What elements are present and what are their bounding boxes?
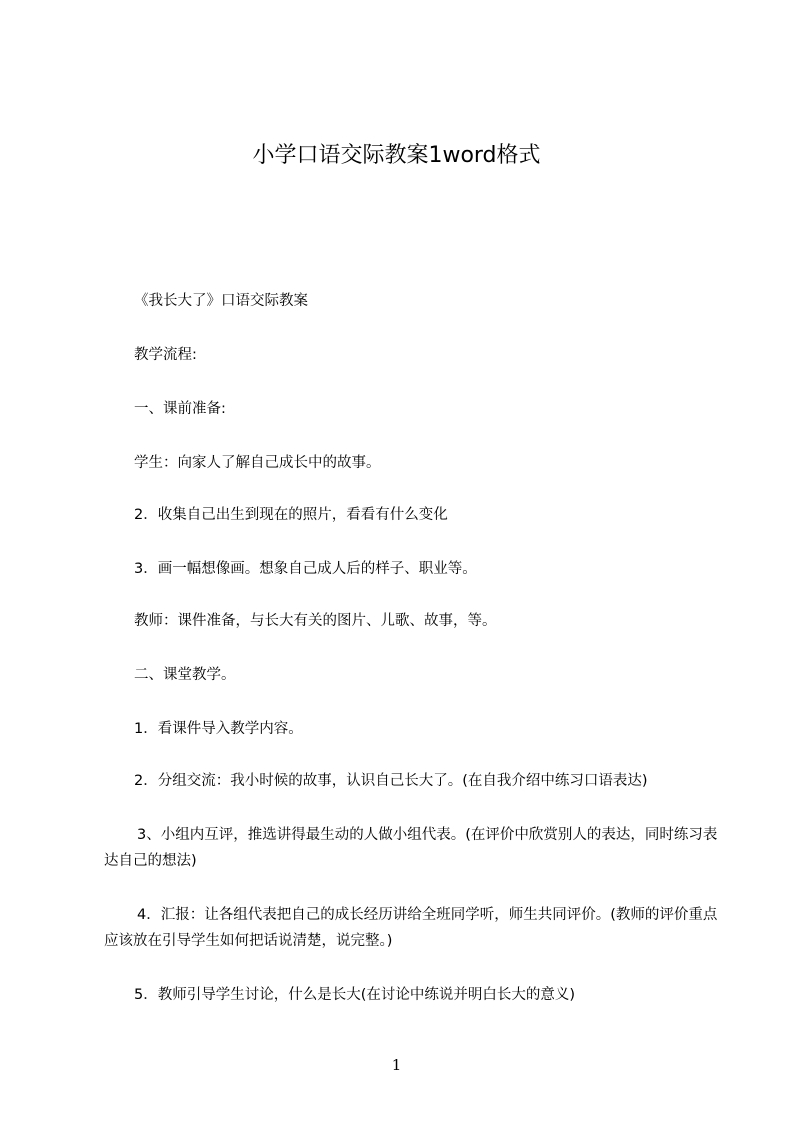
page-number: 1	[391, 1056, 402, 1074]
paragraph-section-one: 一、课前准备:	[134, 401, 226, 417]
paragraph-item-2-photos: 2．收集自己出生到现在的照片，看看有什么变化	[134, 507, 448, 523]
document-title: 小学口语交际教案1word格式	[252, 143, 541, 168]
paragraph-step-2: 2．分组交流：我小时候的故事，认识自己长大了。(在自我介绍中练习口语表达)	[134, 773, 648, 789]
paragraph-teaching-process: 教学流程:	[134, 347, 197, 363]
paragraph-step-1: 1．看课件导入教学内容。	[134, 721, 303, 737]
paragraph-step-3: 3、小组内互评，推选讲得最生动的人做小组代表。(在评价中欣赏别人的表达，同时练习表达自己的想法)	[104, 827, 718, 869]
paragraph-teacher: 教师：课件准备，与长大有关的图片、儿歌、故事，等。	[134, 613, 497, 629]
paragraph-section-two: 二、课堂教学。	[134, 667, 236, 683]
paragraph-step-5: 5．教师引导学生讨论，什么是长大(在讨论中练说并明白长大的意义)	[134, 987, 576, 1003]
paragraph-step-4: 4．汇报：让各组代表把自己的成长经历讲给全班同学听，师生共同评价。(教师的评价重点应该放在引导学生如何把话说清楚，说完整。)	[104, 907, 718, 949]
paragraph-item-3-drawing: 3．画一幅想像画。想象自己成人后的样子、职业等。	[134, 561, 477, 577]
paragraph-lesson-title: 《我长大了》口语交际教案	[134, 293, 308, 309]
paragraph-students: 学生：向家人了解自己成长中的故事。	[134, 455, 381, 471]
